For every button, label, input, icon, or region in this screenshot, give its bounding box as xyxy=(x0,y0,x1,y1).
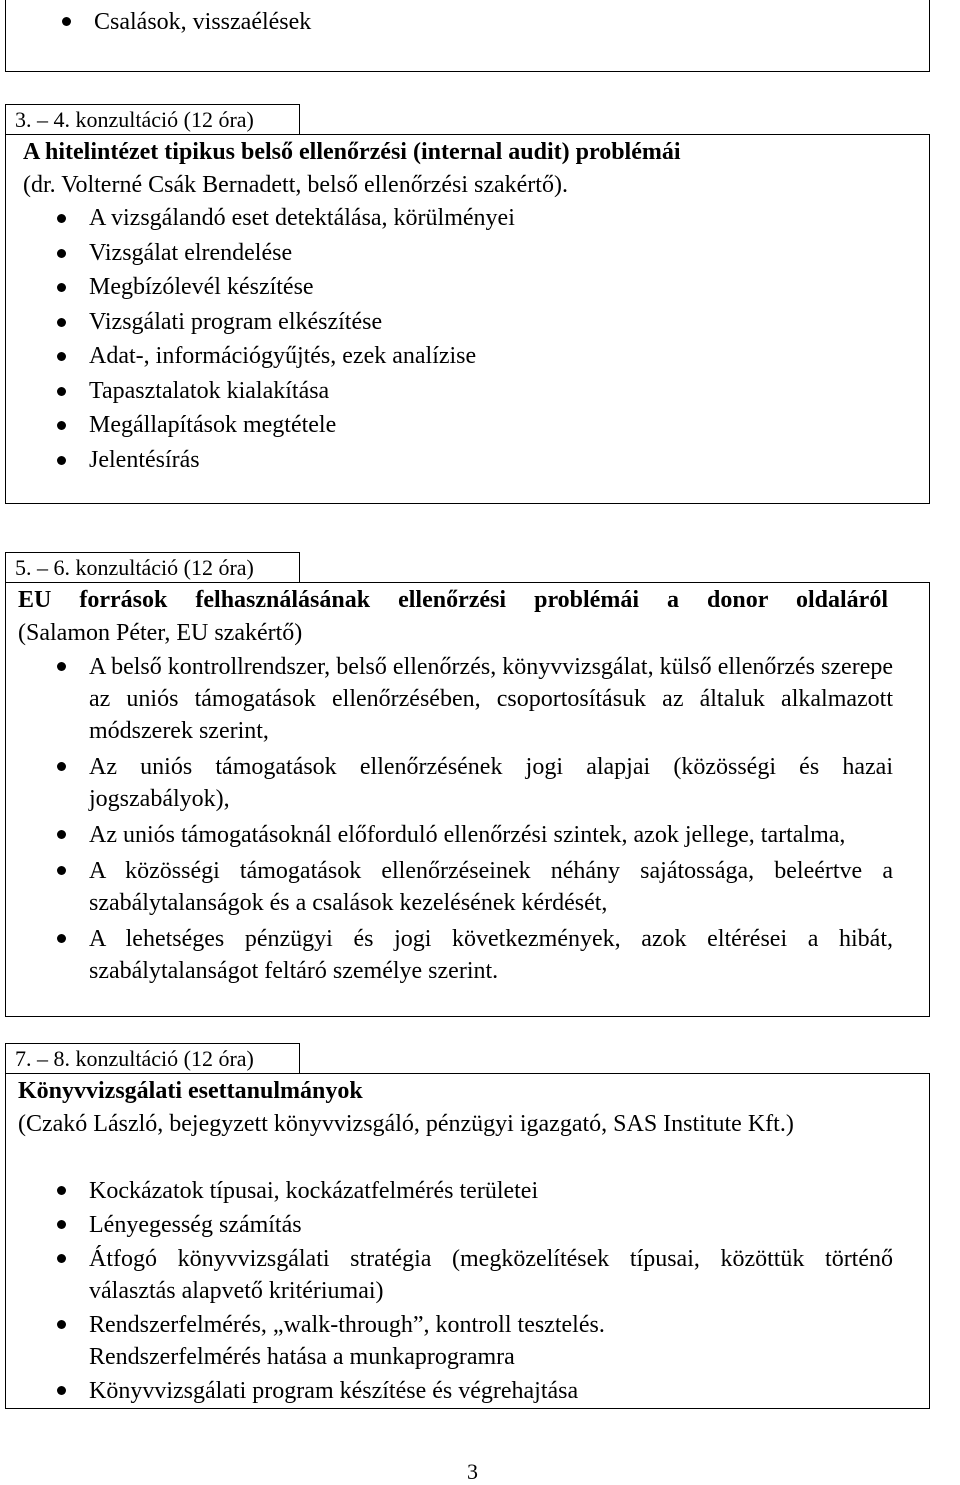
bullet-icon xyxy=(57,1386,66,1395)
section0-list xyxy=(6,6,311,38)
section2-title: EU források felhasználásának ellenőrzési problémái a donor oldaláról xyxy=(18,587,888,613)
section1-label: 3. – 4. konzultáció (12 óra) xyxy=(5,104,300,134)
bullet-icon xyxy=(57,1220,66,1229)
bullet-icon xyxy=(57,387,66,396)
bullet-icon xyxy=(57,662,66,671)
bullet-icon xyxy=(57,1320,66,1329)
bullet-icon xyxy=(62,17,71,26)
section1-list xyxy=(1,201,515,477)
list-item: Jelentésírás xyxy=(1,443,515,478)
bullet-icon xyxy=(57,762,66,771)
bullet-icon xyxy=(57,352,66,361)
section3-lecturer: (Czakó László, bejegyzett könyvvizsgáló, pénzügyi igazgató, SAS Institute Kft.) xyxy=(18,1111,794,1137)
section1-title: A hitelintézet tipikus belső ellenőrzési (internal audit) problémái xyxy=(23,139,681,165)
section1-lecturer: (dr. Volterné Csák Bernadett, belső ellenőrzési szakértő). xyxy=(23,172,568,198)
list-item: Adat-, információgyűjtés, ezek analízise xyxy=(1,339,515,374)
section1-box xyxy=(5,134,930,504)
list-item: A lehetséges pénzügyi és jogi következmények, azok eltérései a hibát, szabálytalanságot feltáró személye szerint. xyxy=(1,923,893,987)
section2-label: 5. – 6. konzultáció (12 óra) xyxy=(5,552,300,582)
list-item: Megbízólevél készítése xyxy=(1,270,515,305)
page-number: 3 xyxy=(467,1459,478,1484)
bullet-icon xyxy=(57,249,66,258)
list-item: Vizsgálati program elkészítése xyxy=(1,305,515,340)
section3-box xyxy=(5,1073,930,1409)
list-item: Az uniós támogatások ellenőrzésének jogi alapjai (közösségi és hazai jogszabályok), xyxy=(1,751,893,815)
list-item: A közösségi támogatások ellenőrzéseinek néhány sajátossága, beleértve a szabálytalanságok és a csalások kezelésének kérdését, xyxy=(1,855,893,919)
section2-lecturer: (Salamon Péter, EU szakértő) xyxy=(18,620,303,646)
list-item: Megállapítások megtétele xyxy=(1,408,515,443)
list-item: Lényegesség számítás xyxy=(1,1209,893,1241)
bullet-icon xyxy=(57,866,66,875)
bullet-icon xyxy=(57,456,66,465)
section3-list xyxy=(1,1175,893,1407)
bullet-icon xyxy=(57,1186,66,1195)
bullet-icon xyxy=(57,934,66,943)
list-item: Átfogó könyvvizsgálati stratégia (megközelítések típusai, közöttük történő választás alapvető kritériumai) xyxy=(1,1243,893,1307)
list-item: Csalások, visszaélések xyxy=(6,6,311,38)
section0-box xyxy=(5,0,930,72)
list-item: Az uniós támogatásoknál előforduló ellenőrzési szintek, azok jellege, tartalma, xyxy=(1,819,893,851)
bullet-icon xyxy=(57,318,66,327)
bullet-icon xyxy=(57,214,66,223)
list-item: Kockázatok típusai, kockázatfelmérés területei xyxy=(1,1175,893,1207)
list-item: A vizsgálandó eset detektálása, körülményei xyxy=(1,201,515,236)
list-item: Rendszerfelmérés, „walk-through”, kontroll tesztelés. Rendszerfelmérés hatása a munkaprogramra xyxy=(1,1309,893,1373)
bullet-icon xyxy=(57,830,66,839)
list-item: Könyvvizsgálati program készítése és végrehajtása xyxy=(1,1375,893,1407)
list-item: Tapasztalatok kialakítása xyxy=(1,374,515,409)
section2-list xyxy=(1,651,893,987)
section3-title: Könyvvizsgálati esettanulmányok xyxy=(18,1078,363,1104)
list-item: Vizsgálat elrendelése xyxy=(1,236,515,271)
bullet-icon xyxy=(57,1254,66,1263)
bullet-icon xyxy=(57,421,66,430)
section3-label: 7. – 8. konzultáció (12 óra) xyxy=(5,1043,300,1073)
section2-box xyxy=(5,582,930,1017)
bullet-icon xyxy=(57,283,66,292)
list-item: A belső kontrollrendszer, belső ellenőrzés, könyvvizsgálat, külső ellenőrzés szerepe az uniós támogatások ellenőrzésében, csoportosításuk az általuk alkalmazott módszerek szerint, xyxy=(1,651,893,747)
